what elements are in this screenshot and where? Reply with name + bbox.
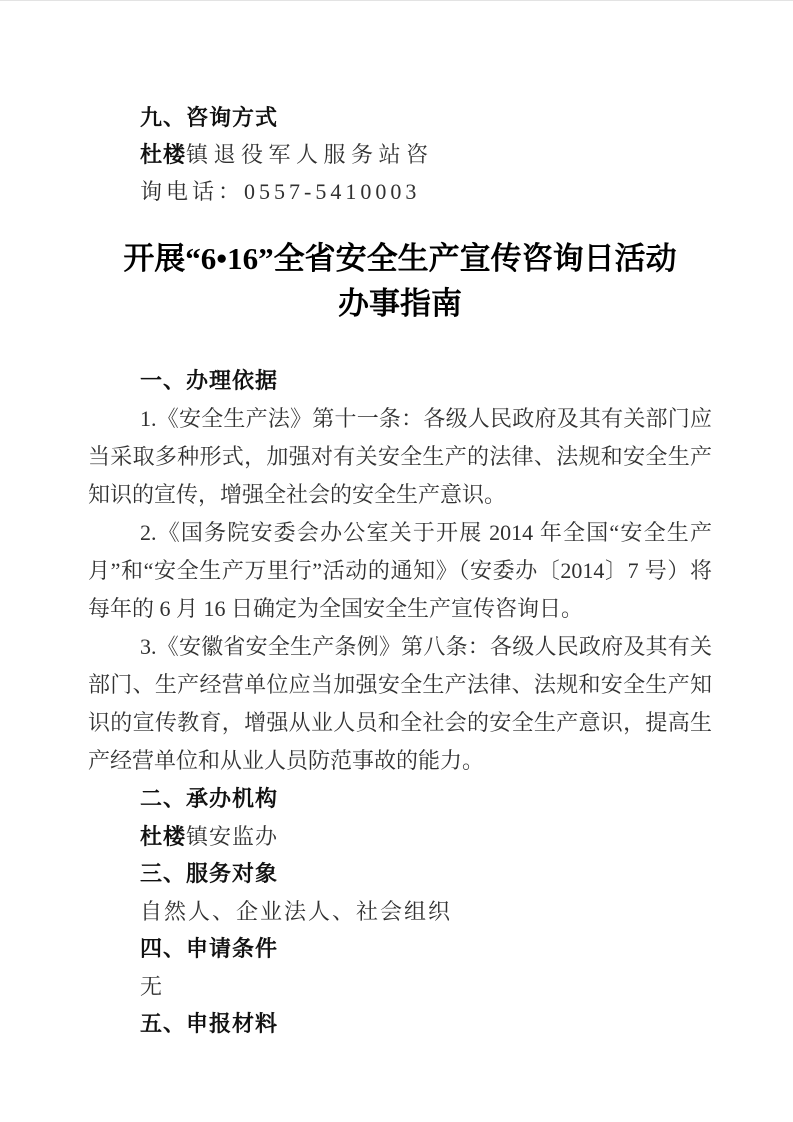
doc-title-line1: 开展“6•16”全省安全生产宣传咨询日活动 (123, 241, 677, 276)
section-heading-materials: 五、申报材料 (140, 1011, 279, 1036)
audience-body: 自然人、企业法人、社会组织 (140, 899, 453, 924)
section-heading-agency: 二、承办机构 (140, 786, 279, 811)
contact-org-rest: 镇退役军人服务站咨 (186, 142, 434, 167)
contact-org-bold: 杜楼 (140, 142, 187, 167)
section-heading-conditions: 四、申请条件 (140, 936, 279, 961)
agency-body-rest: 镇安监办 (186, 824, 279, 849)
basis-paragraph-1: 1.《安全生产法》第十一条：各级人民政府及其有关部门应当采取多种形式，加强对有关安全生产的法律、法规和安全生产知识的宣传，增强全社会的安全生产意识。 (88, 406, 712, 507)
contact-line-1 (88, 136, 712, 173)
basis-paragraph-3: 3.《安徽省安全生产条例》第八条：各级人民政府及其有关部门、生产经营单位应当加强安全生产法律、法规和安全生产知识的宣传教育，增强从业人员和全社会的安全生产意识，提高生产经营单位和从业人员防范事故的能力。 (88, 634, 712, 773)
conditions-body: 无 (140, 974, 164, 999)
agency-body (88, 818, 712, 855)
basis-paragraph-2: 2.《国务院安委会办公室关于开展 2014 年全国“安全生产月”和“安全生产万里行”活动的通知》（安委办〔2014〕7 号）将每年的 6 月 16 日确定为全国安全生产宣传咨询日。 (88, 520, 712, 621)
section-heading-consultation: 九、咨询方式 (140, 105, 279, 130)
doc-title (88, 236, 712, 326)
agency-body-bold: 杜楼 (140, 824, 187, 849)
section-heading-basis: 一、办理依据 (140, 368, 279, 393)
page-content (88, 1, 712, 1043)
contact-phone-line: 询电话：0557-5410003 (140, 179, 421, 204)
prev-section (88, 99, 712, 210)
section-heading-audience: 三、服务对象 (140, 861, 279, 886)
doc-title-line2: 办事指南 (338, 286, 462, 321)
